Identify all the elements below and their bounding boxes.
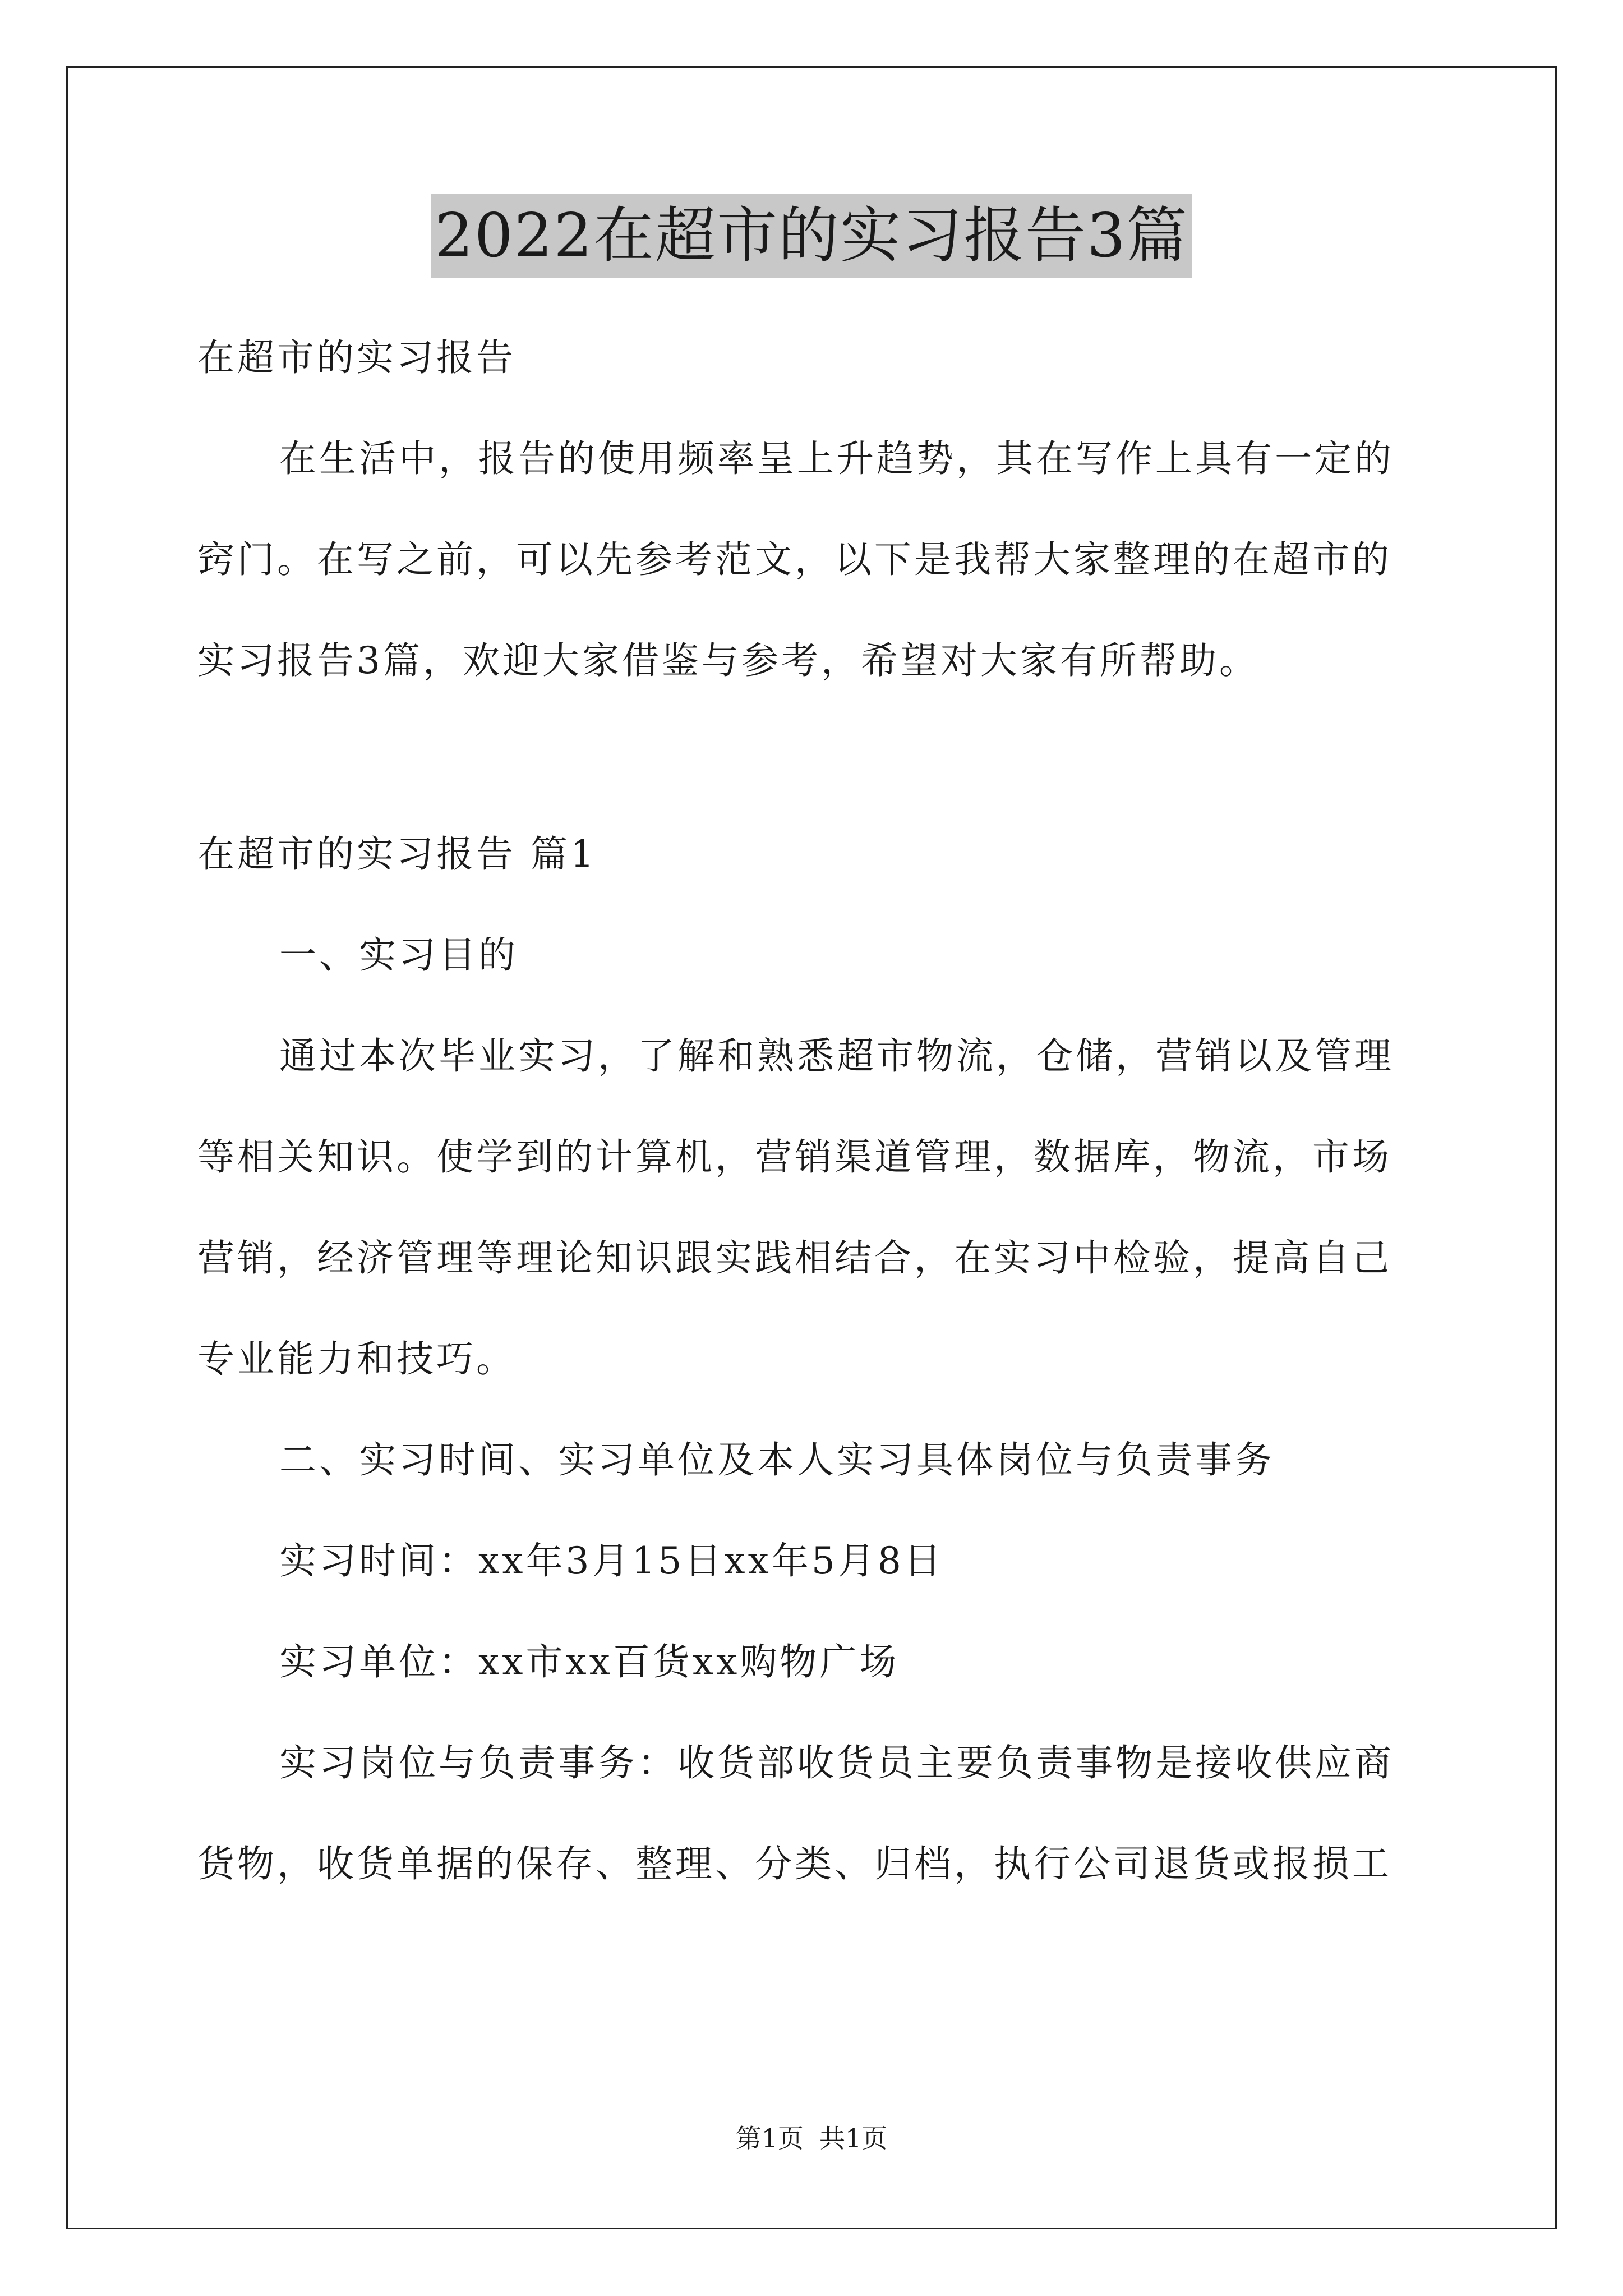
section-heading: 在超市的实习报告 篇1 [197,832,597,876]
body-line: 通过本次毕业实习，了解和熟悉超市物流，仓储，营销以及管理 [279,1034,1394,1078]
spacer [197,711,1437,804]
page-number: 第1页 [735,2123,804,2154]
page-total: 共1页 [819,2123,888,2154]
body-line: 实习时间：xx年3月15日xx年5月8日 [279,1539,944,1582]
document-body [197,307,1437,1915]
page-footer [0,2122,1623,2155]
body-line: 实习报告3篇，欢迎大家借鉴与参考，希望对大家有所帮助。 [197,639,1259,682]
subsection-heading: 一、实习目的 [279,933,518,977]
body-line: 实习岗位与负责事务：收货部收货员主要负责事物是接收供应商 [279,1741,1394,1784]
subsection-heading: 二、实习时间、实习单位及本人实习具体岗位与负责事务 [279,1438,1275,1481]
body-line: 在生活中，报告的使用频率呈上升趋势，其在写作上具有一定的 [279,437,1394,480]
body-line: 专业能力和技巧。 [197,1337,516,1381]
title-container [0,194,1623,278]
body-line: 营销，经济管理等理论知识跟实践相结合，在实习中检验，提高自己 [197,1236,1392,1280]
body-line: 等相关知识。使学到的计算机，营销渠道管理，数据库，物流，市场 [197,1135,1392,1179]
section-heading: 在超市的实习报告 [197,336,516,379]
body-line: 实习单位：xx市xx百货xx购物广场 [279,1640,900,1683]
body-line: 货物，收货单据的保存、整理、分类、归档，执行公司退货或报损工 [197,1842,1392,1885]
document-title: 2022在超市的实习报告3篇 [431,194,1192,278]
body-line: 窍门。在写之前，可以先参考范文，以下是我帮大家整理的在超市的 [197,538,1392,581]
